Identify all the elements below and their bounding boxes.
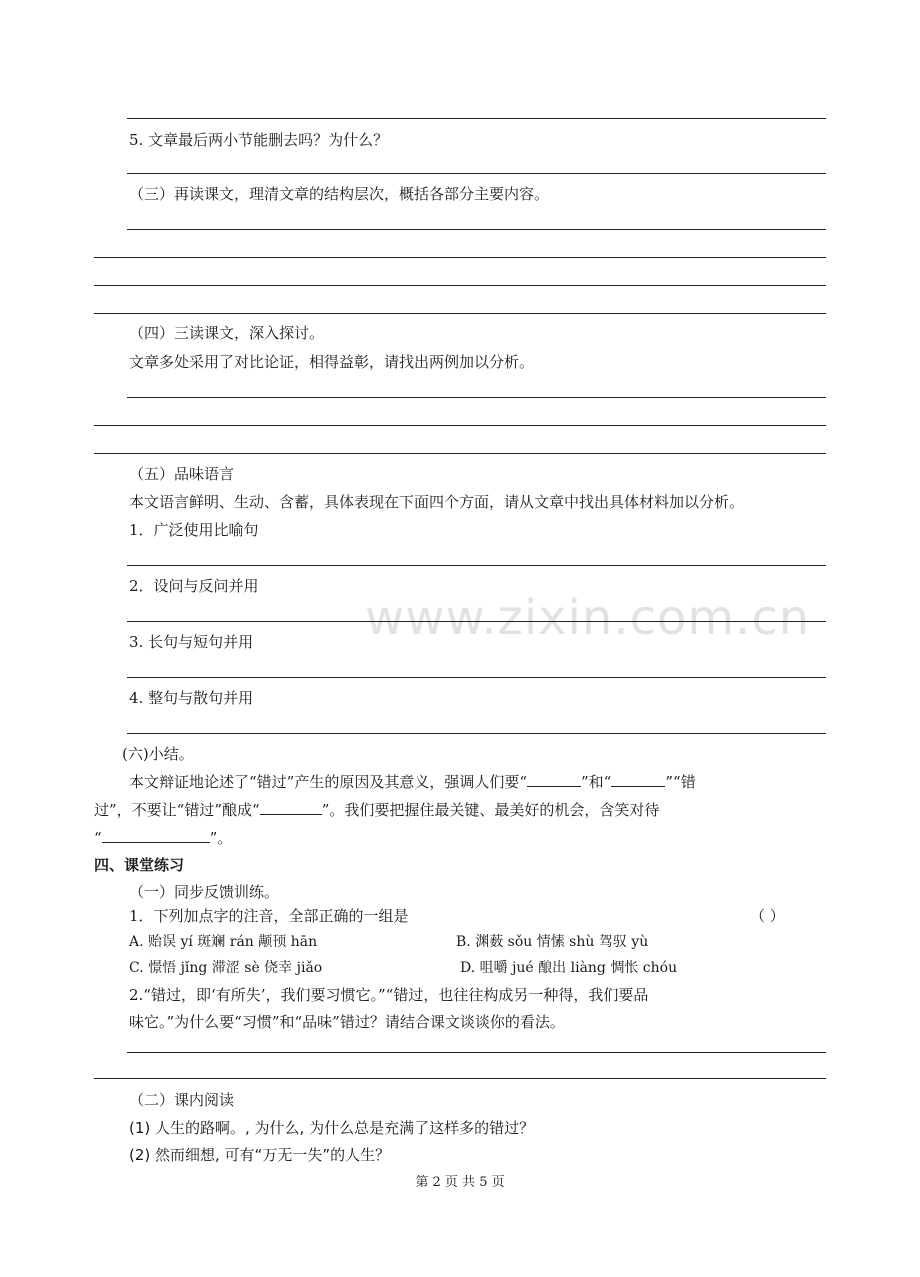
fill-blank-2[interactable]: [611, 772, 665, 787]
answer-line: [127, 1052, 826, 1053]
question-2-line-1: 2.“错过，即‘有所失’，我们要习惯它。”“错过，也往往构成另一种得，我们要品: [129, 986, 649, 1004]
section-5-item-3: 3. 长句与短句并用: [129, 633, 254, 651]
answer-line: [127, 621, 826, 622]
section-4-title: （四）三读课文，深入探讨。: [129, 324, 325, 342]
option-a: A. 贻误 yí 斑斓 rán 颟顸 hān: [129, 934, 318, 950]
section-6-title: (六)小结。: [122, 745, 194, 763]
page-footer: 第 2 页 共 5 页: [415, 1175, 505, 1190]
answer-line: [127, 118, 826, 119]
option-b: B. 渊薮 sǒu 情愫 shù 驾驭 yù: [456, 934, 649, 950]
question-2-line-2: 味它。”为什么要“习惯”和“品味”错过？请结合课文谈谈你的看法。: [129, 1013, 565, 1031]
option-d: D. 咀嚼 jué 酿出 liàng 惆怅 chóu: [460, 960, 678, 976]
practice-sub-2: （二）课内阅读: [129, 1091, 235, 1109]
reading-2: (2) 然而细想, 可有“万无一失”的人生？: [129, 1146, 391, 1164]
section-5-title: （五）品味语言: [129, 465, 235, 483]
section-3-title: （三）再读课文，理清文章的结构层次，概括各部分主要内容。: [129, 185, 550, 203]
answer-line: [127, 397, 826, 398]
reading-1: (1) 人生的路啊。, 为什么, 为什么总是充满了这样多的错过？: [129, 1119, 535, 1137]
answer-line: [127, 173, 826, 174]
watermark: www.zixin.com.cn: [365, 590, 811, 646]
fill-blank-1[interactable]: [527, 772, 581, 787]
answer-line: [94, 425, 826, 426]
answer-line: [94, 285, 826, 286]
answer-paren[interactable]: （ ）: [750, 907, 785, 925]
practice-heading: 四、课堂练习: [94, 856, 185, 874]
question-5: 5. 文章最后两小节能删去吗？为什么？: [129, 131, 389, 149]
option-c: C. 憬悟 jǐng 滞涩 sè 侥幸 jiǎo: [129, 960, 323, 976]
section-5-item-2: 2．设问与反问并用: [129, 577, 259, 595]
fill-blank-4[interactable]: [102, 828, 210, 843]
answer-line: [94, 1078, 826, 1079]
section-5-intro: 本文语言鲜明、生动、含蓄，具体表现在下面四个方面，请从文章中找出具体材料加以分析。: [129, 493, 745, 511]
answer-line: [127, 677, 826, 678]
question-1: 1．下列加点字的注音，全部正确的一组是: [129, 907, 409, 925]
answer-line: [127, 733, 826, 734]
section-5-item-1: 1．广泛使用比喻句: [129, 521, 259, 539]
fill-blank-3[interactable]: [260, 800, 322, 815]
answer-line: [94, 257, 826, 258]
practice-sub-1: （一）同步反馈训练。: [129, 883, 280, 901]
answer-line: [127, 229, 826, 230]
section-5-item-4: 4. 整句与散句并用: [129, 689, 254, 707]
summary-line-2: 过”，不要让“错过”酿成“ ”。我们要把握住最关键、最美好的机会，含笑对待: [94, 801, 660, 819]
summary-line-3: “ ”。: [94, 829, 233, 847]
section-4-text: 文章多处采用了对比论证，相得益彰，请找出两例加以分析。: [129, 353, 535, 371]
answer-line: [94, 313, 826, 314]
answer-line: [127, 565, 826, 566]
summary-line-1: 本文辩证地论述了“错过”产生的原因及其意义，强调人们要“ ”和“ ”“错: [129, 773, 696, 791]
answer-line: [94, 453, 826, 454]
